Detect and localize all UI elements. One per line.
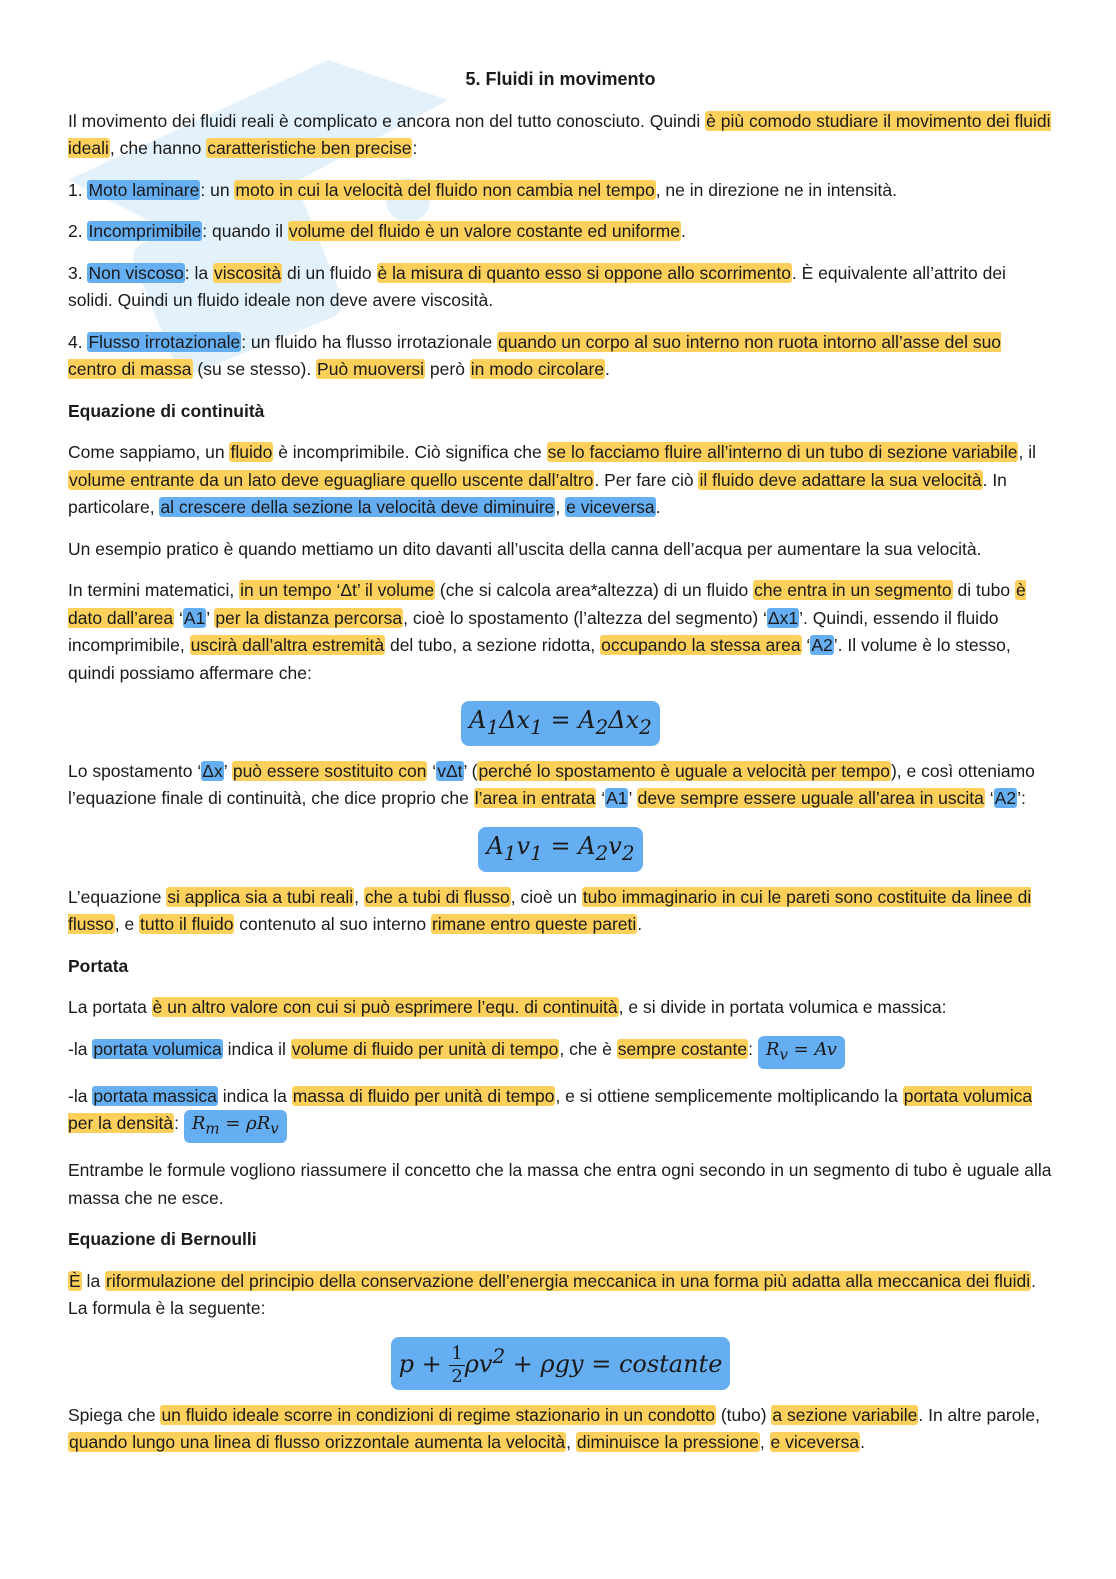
list-item-flusso-irrotazionale: 4. Flusso irrotazionale: un fluido ha flusso irrotazionale quando un corpo al suo interno non ruota intorno all’asse del suo centro di massa (su se stesso). Può muoversi però in modo circolare.: [68, 331, 1002, 379]
equation-bernoulli: p + $\frac{1}{2}$ $\rho v^2 + \rho gy$ = costante: [68, 1337, 1053, 1390]
heading-portata: Portata: [68, 955, 129, 976]
equation-portata-massica: $R_m = \rho R_v$: [184, 1110, 287, 1143]
list-item-moto-laminare: 1. Moto laminare: un moto in cui la velocità del fluido non cambia nel tempo, ne in direzione ne in intensità.: [68, 179, 897, 200]
section-title: 5. Fluidi in movimento: [465, 69, 656, 89]
bernoulli-paragraph-1: È la riformulazione del principio della conservazione dell’energia meccanica in una forma più adatta alla meccanica dei fluidi. La formula è la seguente:: [68, 1270, 1037, 1319]
heading-bernoulli: Equazione di Bernoulli: [68, 1229, 257, 1250]
bernoulli-paragraph-2: Spiega che un fluido ideale scorre in condizioni di regime stazionario in un condotto (tubo) a sezione variabile. In altre parole, quando lungo una linea di flusso orizzontale aumenta la velocità, diminuisce la pressione, e viceversa.: [68, 1404, 1040, 1453]
equation-continuity-displacement: $A_1\Delta x_1 = A_2\Delta x_2$: [68, 701, 1053, 746]
portata-volumica-paragraph: -la portata volumica indica il volume di fluido per unità di tempo, che è sempre costante: $R_v = Av$: [68, 1036, 1053, 1069]
intro-paragraph: Il movimento dei fluidi reali è complicato e ancora non del tutto conosciuto. Quindi è più comodo studiare il movimento dei fluidi ideali, che hanno caratteristiche ben precise:: [68, 110, 1051, 158]
portata-massica-paragraph: -la portata massica indica la massa di fluido per unità di tempo, e si ottiene semplicemente moltiplicando la portata volumica per la densità: $R_m = \rho R_v$: [68, 1083, 1053, 1144]
equation-continuity-velocity: $A_1v_1 = A_2v_2$: [68, 827, 1053, 872]
continuita-paragraph-3: In termini matematici, in un tempo ‘Δt’ il volume (che si calcola area*altezza) di un fluido che entra in un segmento di tubo è dato dall’area ‘A1’ per la distanza percorsa, cioè lo spostamento (l’altezza del segmento) ‘Δx1’. Quindi, essendo il fluido incomprimibile, uscirà dall’altra estremità del tubo, a sezione ridotta, occupando la stessa area ‘A2’. Il volume è lo stesso, quindi possiamo affermare che:: [68, 580, 1026, 683]
list-item-incomprimibile: 2. Incomprimibile: quando il volume del fluido è un valore costante ed uniforme.: [68, 221, 686, 241]
continuita-paragraph-5: L’equazione si applica sia a tubi reali, che a tubi di flusso, cioè un tubo immaginario in cui le pareti sono costituite da linee di flusso, e tutto il fluido contenuto al suo interno rimane entro queste pareti.: [68, 886, 1032, 935]
portata-paragraph-4: Entrambe le formule vogliono riassumere il concetto che la massa che entra ogni secondo in un segmento di tubo è uguale alla massa che ne esce.: [68, 1160, 1052, 1208]
document-page: [68, 66, 1053, 1471]
heading-continuita: Equazione di continuità: [68, 400, 265, 421]
equation-portata-volumica: $R_v = Av$: [758, 1036, 845, 1069]
continuita-paragraph-4: Lo spostamento ‘Δx’ può essere sostituito con ‘vΔt’ (perché lo spostamento è uguale a velocità per tempo), e così otteniamo l’equazione finale di continuità, che dice proprio che l’area in entrata ‘A1’ deve sempre essere uguale all’area in uscita ‘A2’:: [68, 760, 1035, 809]
continuita-paragraph-2: Un esempio pratico è quando mettiamo un dito davanti all’uscita della canna dell’acqua per aumentare la sua velocità.: [68, 538, 982, 559]
portata-paragraph-1: La portata è un altro valore con cui si può esprimere l’equ. di continuità, e si divide in portata volumica e massica:: [68, 997, 947, 1018]
continuita-paragraph-1: Come sappiamo, un fluido è incomprimibile. Ciò significa che se lo facciamo fluire all’interno di un tubo di sezione variabile, il volume entrante da un lato deve eguagliare quello uscente dall’altro. Per fare ciò il fluido deve adattare la sua velocità. In particolare, al crescere della sezione la velocità deve diminuire, e viceversa.: [68, 442, 1036, 517]
list-item-non-viscoso: 3. Non viscoso: la viscosità di un fluido è la misura di quanto esso si oppone allo scorrimento. È equivalente all’attrito dei solidi. Quindi un fluido ideale non deve avere viscosità.: [68, 262, 1006, 310]
